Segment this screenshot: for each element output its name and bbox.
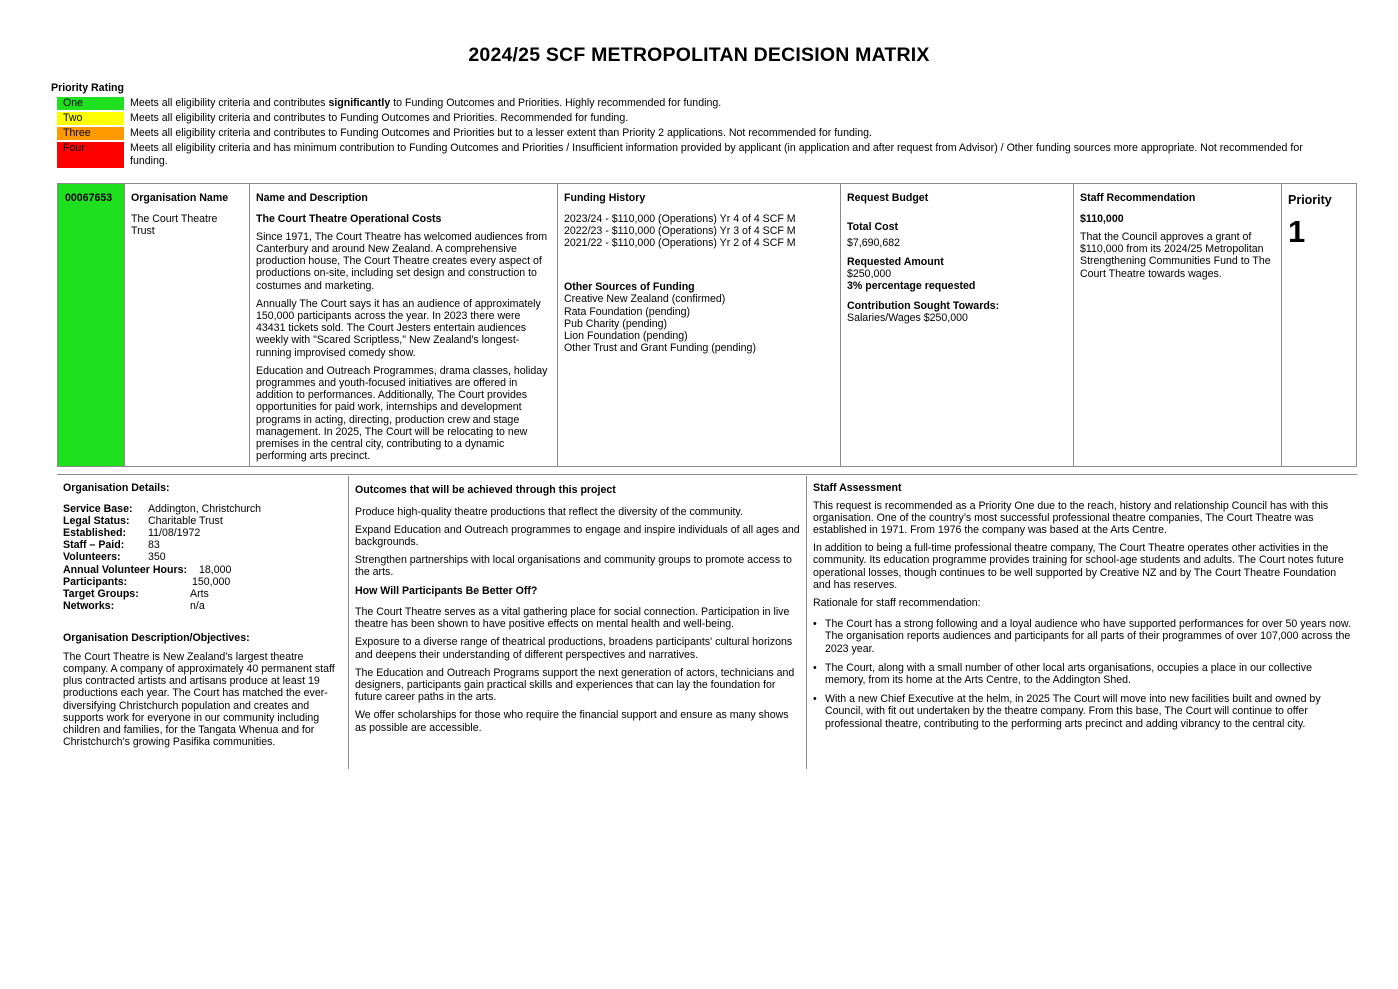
assessment-rationale-label: Rationale for staff recommendation:	[813, 596, 981, 609]
detail-key: Volunteers:	[63, 551, 121, 564]
name-description-cell	[250, 184, 558, 466]
detail-key: Service Base:	[63, 502, 133, 515]
name-description-heading: Name and Description	[256, 192, 368, 204]
assessment-paragraph: In addition to being a full-time professional theatre company, The Court Theatre operates other activities in the community. Its education programme provides training for school-age students and adults. The Court notes future operational losses, though continues to be well supported by Creative NZ and by The Court Theatre Foundation and has reserves.	[813, 542, 1344, 591]
description-paragraph: Since 1971, The Court Theatre has welcomed audiences from Canterbury and around New Zealand. A comprehensive production house, The Court Theatre creates every aspect of productions on-site, including set design and construction to costumes and marketing.	[256, 230, 548, 292]
detail-row	[63, 539, 342, 551]
other-source-item: Lion Foundation (pending)	[564, 329, 688, 342]
detail-key: Participants:	[63, 575, 128, 588]
priority-swatch-two: Two	[57, 112, 124, 125]
organisation-objectives-heading: Organisation Description/Objectives:	[63, 632, 250, 645]
detail-value: n/a	[190, 600, 205, 613]
better-off-item: Exposure to a diverse range of theatrical productions, broadens participants' cultural horizons and deepens their understanding of different perspectives and narratives.	[355, 636, 793, 661]
priority-cell	[1282, 184, 1356, 466]
priority-level-three	[57, 127, 1317, 140]
detail-key: Legal Status:	[63, 514, 130, 527]
funding-history-item: 2023/24 - $110,000 (Operations) Yr 4 of 4 SCF M	[564, 212, 796, 225]
staff-assessment-column	[807, 476, 1357, 769]
staff-assessment-heading: Staff Assessment	[813, 482, 902, 494]
detail-value: Arts	[190, 587, 209, 600]
organisation-details-column	[57, 476, 349, 769]
priority-rating-legend	[57, 97, 1317, 170]
priority-level-one	[57, 97, 1317, 110]
outcome-item: Expand Education and Outreach programmes to engage and inspire individuals of all ages and backgrounds.	[355, 523, 800, 548]
total-cost-label: Total Cost	[847, 220, 899, 233]
detail-key: Annual Volunteer Hours:	[63, 563, 187, 576]
section-divider	[57, 474, 1357, 475]
detail-row	[63, 600, 342, 612]
detail-row	[63, 576, 342, 588]
details-section	[57, 476, 1357, 769]
staff-recommendation-heading: Staff Recommendation	[1080, 192, 1196, 204]
funding-history-item: 2021/22 - $110,000 (Operations) Yr 2 of 4 SCF M	[564, 236, 796, 249]
other-source-item: Other Trust and Grant Funding (pending)	[564, 342, 756, 355]
priority-heading: Priority	[1288, 193, 1332, 207]
detail-value: 150,000	[192, 575, 231, 588]
assessment-paragraph: This request is recommended as a Priority One due to the reach, history and relationship Council has with this organisation. One of the country’s most successful professional theatre companies, The Court Theatre was established in 1971. From 1976 the company was based at the Arts Centre.	[813, 499, 1329, 536]
organisation-name-heading: Organisation Name	[131, 192, 229, 204]
better-off-item: The Court Theatre serves as a vital gathering place for social connection. Participation in live theatre has been shown to have positive effects on mental health and well-being.	[355, 606, 790, 631]
priority-swatch-three: Three	[57, 127, 124, 140]
application-id: 00067653	[65, 192, 113, 204]
contribution-value: Salaries/Wages $250,000	[847, 311, 968, 324]
priority-level-two	[57, 112, 1317, 125]
priority-swatch-one: One	[57, 97, 124, 110]
rationale-list	[813, 618, 1351, 730]
detail-row	[63, 515, 342, 527]
detail-key: Established:	[63, 526, 126, 539]
detail-key: Target Groups:	[63, 587, 139, 600]
rationale-item: • The Court, along with a small number of other local arts organisations, occupies a place in our collective memory, from its home at the Arts Centre, to the Addington Shed.	[813, 662, 1351, 686]
other-source-item: Rata Foundation (pending)	[564, 305, 691, 318]
project-name: The Court Theatre Operational Costs	[256, 212, 442, 225]
application-table	[57, 183, 1357, 467]
organisation-details-heading: Organisation Details:	[63, 482, 170, 494]
priority-swatch-four: Four	[57, 142, 124, 168]
description-paragraph: Education and Outreach Programmes, drama classes, holiday programmes and youth-focused initiatives are offered in addition to performances. Additionally, The Court provides opportunities for paid work, internships and development programs in acting, directing, production crew and stage management. In 2025, The Court will be relocating to new premises in the central city, contributing to a dynamic performing arts precinct.	[256, 364, 548, 463]
detail-value: 18,000	[199, 563, 232, 576]
detail-row	[63, 503, 342, 515]
outcomes-column	[349, 476, 807, 769]
priority-text-two: Meets all eligibility criteria and contributes to Funding Outcomes and Priorities. Recommended for funding.	[130, 112, 629, 124]
staff-recommendation-amount: $110,000	[1080, 212, 1124, 225]
priority-text-three: Meets all eligibility criteria and contributes to Funding Outcomes and Priorities but to a lesser extent than Priority 2 applications. Not recommended for funding.	[130, 127, 872, 139]
detail-key: Staff – Paid:	[63, 539, 125, 552]
outcomes-heading: Outcomes that will be achieved through this project	[355, 484, 616, 496]
rationale-item: • The Court has a strong following and a loyal audience who have supported performances for over 50 years now. The organisation reports audiences and participants for all parts of their programmes of over 107,000 across the 2023 year.	[813, 618, 1351, 655]
detail-value: Charitable Trust	[148, 514, 223, 527]
page-title: 2024/25 SCF METROPOLITAN DECISION MATRIX	[468, 44, 930, 66]
detail-key: Networks:	[63, 600, 115, 613]
detail-row	[63, 564, 342, 576]
funding-history-cell	[558, 184, 841, 466]
other-source-item: Creative New Zealand (confirmed)	[564, 293, 726, 306]
detail-value: 83	[148, 539, 160, 552]
description-paragraph: Annually The Court says it has an audience of approximately 150,000 participants across the year. In 2023 there were 43431 tickets sold. The Court Jesters entertain audiences weekly with "Scared Scriptless," New Zealand's longest-running improvised comedy show.	[256, 297, 541, 359]
priority-level-four	[57, 142, 1317, 168]
detail-row	[63, 527, 342, 539]
detail-row	[63, 551, 342, 563]
application-id-cell	[58, 184, 125, 466]
priority-text-one: Meets all eligibility criteria and contributes significantly to Funding Outcomes and Priorities. Highly recommended for funding.	[130, 97, 722, 109]
total-cost-value: $7,690,682	[847, 236, 901, 249]
better-off-item: The Education and Outreach Programs support the next generation of actors, technicians and designers, participants gain practical skills and experiences that can lay the foundation for future career paths in the arts.	[355, 666, 795, 704]
requested-percentage: 3% percentage requested	[847, 280, 976, 293]
outcome-item: Produce high-quality theatre productions that reflect the diversity of the community.	[355, 505, 743, 518]
requested-amount-value: $250,000	[847, 268, 892, 281]
funding-history-heading: Funding History	[564, 192, 646, 204]
request-budget-cell	[841, 184, 1074, 466]
rationale-item: • With a new Chief Executive at the helm, in 2025 The Court will move into new facilities built and owned by Council, with fit out undertaken by the theatre company. From this base, The Court will continue to offer professional theatre, contributing to the performing arts precinct and adding vibrancy to the central city.	[813, 693, 1351, 730]
detail-value: Addington, Christchurch	[148, 502, 262, 515]
better-off-heading: How Will Participants Be Better Off?	[355, 584, 538, 597]
detail-value: 350	[148, 551, 166, 564]
priority-value: 1	[1288, 213, 1306, 249]
organisation-name: The Court Theatre Trust	[131, 212, 218, 237]
other-source-item: Pub Charity (pending)	[564, 317, 668, 330]
detail-row	[63, 588, 342, 600]
priority-rating-heading: Priority Rating	[51, 82, 124, 94]
better-off-item: We offer scholarships for those who require the financial support and ensure as many shows as possible are accessible.	[355, 709, 789, 734]
request-budget-heading: Request Budget	[847, 192, 929, 204]
contribution-label: Contribution Sought Towards:	[847, 299, 1000, 312]
outcome-item: Strengthen partnerships with local organisations and community groups to promote access to the arts.	[355, 554, 792, 579]
organisation-objectives-text: The Court Theatre is New Zealand’s largest theatre company. A company of approximately 40 permanent staff plus contracted artists and artisans produce at least 19 productions each year. The Court has matched the ever-diversifying Christchurch population and creates and supports work for everyone in our community including children and families, for the Tangata Whenua and for Christchurch’s growing Pasifika communities.	[63, 650, 335, 749]
detail-value: 11/08/1972	[148, 526, 201, 539]
priority-text-four: Meets all eligibility criteria and has minimum contribution to Funding Outcomes and Priorities / Insufficient information provided by applicant (in application and after request from Advisor) / Other funding sources more appropriate. Not recommended for funding.	[130, 142, 1303, 167]
funding-history-item: 2022/23 - $110,000 (Operations) Yr 3 of 4 SCF M	[564, 224, 796, 237]
organisation-name-cell	[125, 184, 250, 466]
other-sources-heading: Other Sources of Funding	[564, 281, 695, 294]
organisation-details-list	[63, 503, 342, 613]
staff-recommendation-text: That the Council approves a grant of $110,000 from its 2024/25 Metropolitan Strengthening Communities Fund to The Court Theatre towards wages.	[1080, 231, 1271, 280]
staff-recommendation-cell	[1074, 184, 1282, 466]
requested-amount-label: Requested Amount	[847, 255, 944, 268]
